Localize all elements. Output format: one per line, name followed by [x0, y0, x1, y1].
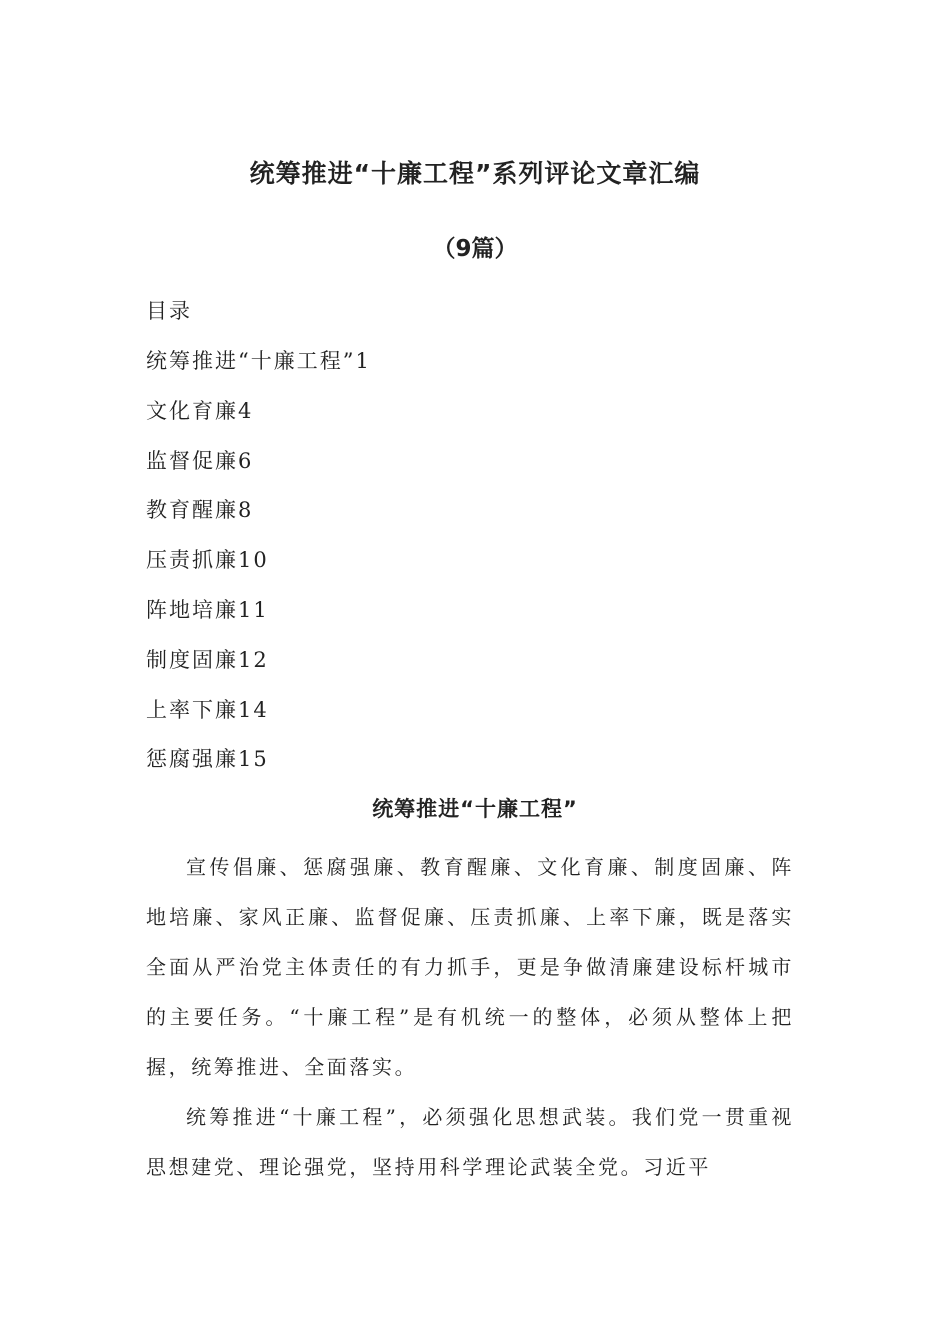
- toc-item[interactable]: 压责抓廉10: [146, 548, 269, 573]
- document-subtitle: （9篇）: [432, 236, 518, 262]
- section-title: 统筹推进“十廉工程”: [372, 797, 578, 821]
- table-of-contents: [146, 346, 371, 794]
- toc-item[interactable]: 文化育廉4: [146, 398, 254, 423]
- toc-item[interactable]: 统筹推进“十廉工程”1: [146, 349, 371, 373]
- toc-item[interactable]: 制度固廉12: [146, 647, 269, 672]
- body-paragraph: 统筹推进“十廉工程”，必须强化思想武装。我们党一贯重视思想建党、理论强党，坚持用科学理论武装全党。习近平: [146, 1105, 794, 1179]
- document-title: 统筹推进“十廉工程”系列评论文章汇编: [249, 159, 701, 188]
- body-paragraph: 宣传倡廉、惩腐强廉、教育醒廉、文化育廉、制度固廉、阵地培廉、家风正廉、监督促廉、压责抓廉、上率下廉，既是落实全面从严治党主体责任的有力抓手，更是争做清廉建设标杆城市的主要任务。“十廉工程”是有机统一的整体，必须从整体上把握，统筹推进、全面落实。: [146, 855, 794, 1079]
- toc-item[interactable]: 监督促廉6: [146, 448, 254, 473]
- toc-item[interactable]: 惩腐强廉15: [146, 747, 269, 772]
- toc-item[interactable]: 上率下廉14: [146, 697, 269, 722]
- toc-heading: 目录: [146, 299, 192, 323]
- toc-item[interactable]: 阵地培廉11: [146, 597, 269, 622]
- toc-item[interactable]: 教育醒廉8: [146, 498, 254, 523]
- section-body: [146, 842, 794, 1192]
